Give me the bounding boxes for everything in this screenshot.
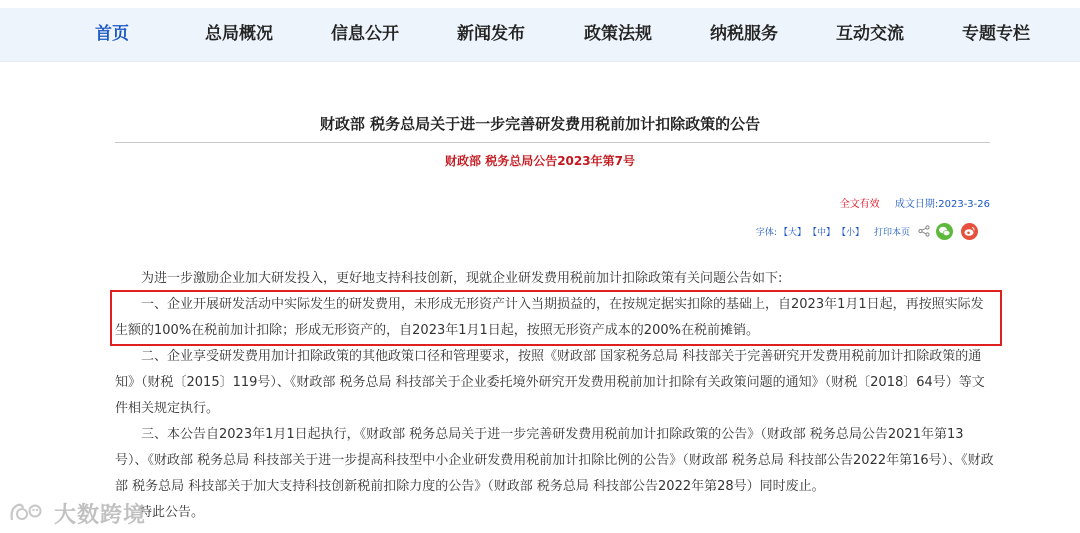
title-divider (115, 142, 990, 143)
nav-item-interaction[interactable]: 互动交流 (836, 24, 904, 44)
highlight-box (110, 290, 1002, 346)
watermark-text: 大数跨境 (54, 502, 147, 528)
top-strip (0, 0, 1080, 8)
paragraph-2: 二、企业享受研发费用加计扣除政策的其他政策口径和管理要求，按照《财政部 国家税务总局 科技部关于完善研究开发费用税前加计扣除政策的通知》（财税〔2015〕119号）、《财政部 税务总局 科技部关于企业委托境外研究开发费用税前加计扣除有关政策问题的通知》（财税〔2018〕64号）等文件相关规定执行。 (115, 349, 985, 416)
nav-item-overview[interactable]: 总局概况 (205, 24, 273, 44)
nav-item-news[interactable]: 新闻发布 (457, 24, 525, 44)
doc-number: 财政部 税务总局公告2023年第7号 (445, 154, 635, 168)
print-link[interactable]: 打印本页 (873, 227, 910, 238)
nav-item-tax-service[interactable]: 纳税服务 (710, 24, 778, 44)
watermark-logo-icon (8, 500, 48, 526)
issue-date: 成文日期:2023-3-26 (894, 199, 990, 210)
weibo-share-icon[interactable] (961, 223, 978, 240)
nav-item-topics[interactable]: 专题专栏 (962, 24, 1030, 44)
paragraph-closing: 特此公告。 (139, 505, 205, 520)
wechat-share-icon[interactable] (936, 223, 953, 240)
font-small-link[interactable]: 【小】 (836, 227, 864, 238)
article-title: 财政部 税务总局关于进一步完善研发费用税前加计扣除政策的公告 (319, 115, 761, 133)
font-size-label: 字体: (755, 227, 777, 238)
article-tools (756, 221, 980, 241)
validity-status: 全文有效 (839, 199, 880, 210)
nav-item-info[interactable]: 信息公开 (331, 24, 399, 44)
paragraph-intro: 为进一步激励企业加大研发投入，更好地支持科技创新，现就企业研发费用税前加计扣除政策有关问题公告如下: (141, 271, 783, 286)
font-large-link[interactable]: 【大】 (778, 227, 806, 238)
watermark (8, 497, 146, 529)
paragraph-3: 三、本公告自2023年1月1日起执行，《财政部 税务总局关于进一步完善研发费用税前加计扣除政策的公告》（财政部 税务总局公告2021年第13号）、《财政部 税务总局 科技部关于进一步提高科技型中小企业研发费用税前加计扣除比例的公告》（财政部 税务总局 科技部公告2022年第16号）、《财政部 税务总局 科技部关于加大支持科技创新税前扣除力度的公告》（财政部 税务总局 科技部公告2022年第28号）同时废止。 (115, 427, 994, 494)
paragraph-1: 一、企业开展研发活动中实际发生的研发费用，未形成无形资产计入当期损益的，在按规定据实扣除的基础上，自2023年1月1日起，再按照实际发生额的100%在税前加计扣除；形成无形资产的，自2023年1月1日起，按照无形资产成本的200%在税前摊销。 (115, 297, 984, 338)
nav-item-policy[interactable]: 政策法规 (584, 24, 652, 44)
nav-item-home[interactable]: 首页 (95, 24, 129, 44)
main-nav (0, 8, 1080, 62)
share-icon[interactable] (918, 225, 930, 237)
article-meta (840, 195, 990, 210)
font-medium-link[interactable]: 【中】 (807, 227, 835, 238)
